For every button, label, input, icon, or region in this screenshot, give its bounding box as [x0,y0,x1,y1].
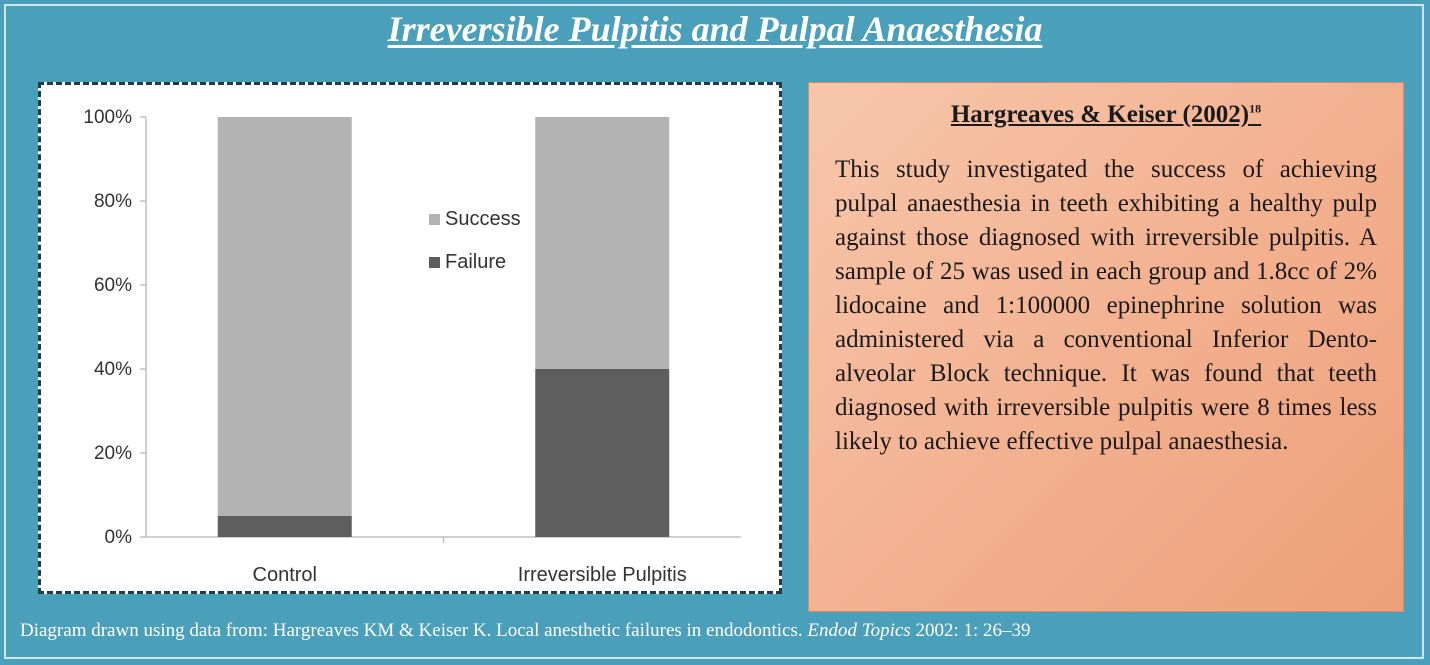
legend-label-failure: Failure [445,251,507,273]
y-tick-label: 60% [93,275,132,296]
bar-success [218,117,352,516]
bar-failure [535,369,669,537]
x-category-label: Irreversible Pulpitis [517,564,687,586]
caption-journal: Endod Topics [807,620,911,641]
y-tick-label: 80% [93,191,132,212]
legend-swatch-failure [429,257,440,268]
study-heading-text: Hargreaves & Keiser (2002) [950,101,1250,128]
legend-label-success: Success [445,208,521,230]
y-tick-label: 20% [93,443,132,464]
source-caption [20,620,1420,642]
x-category-label: Control [252,564,317,586]
y-tick-label: 100% [83,107,132,128]
study-info-panel [808,82,1404,612]
legend-swatch-success [429,214,440,225]
bar-success [535,117,669,369]
y-tick-label: 0% [104,527,132,548]
study-heading [809,101,1403,129]
chart-panel [38,82,782,594]
caption-suffix: 2002: 1: 26–39 [910,620,1031,641]
caption-prefix: Diagram drawn using data from: Hargreaves KM & Keiser K. Local anesthetic failures in endodontics. [20,620,808,641]
stacked-bar-chart [41,85,779,591]
study-description: This study investigated the success of achieving pulpal anaesthesia in teeth exhibiting a healthy pulp against those diagnosed with irreversible pulpitis. A sample of 25 was used in each group and 1.8cc of 2% lidocaine and 1:100000 epinephrine solution was administered via a conventional Inferior Dento-alveolar Block technique. It was found that teeth diagnosed with irreversible pulpitis were 8 times less likely to achieve effective pulpal anaesthesia. [835,156,1377,455]
bar-failure [218,516,352,537]
page-title: Irreversible Pulpitis and Pulpal Anaesthesia [387,9,1043,49]
reference-number: 18 [1249,101,1262,116]
y-tick-label: 40% [93,359,132,380]
